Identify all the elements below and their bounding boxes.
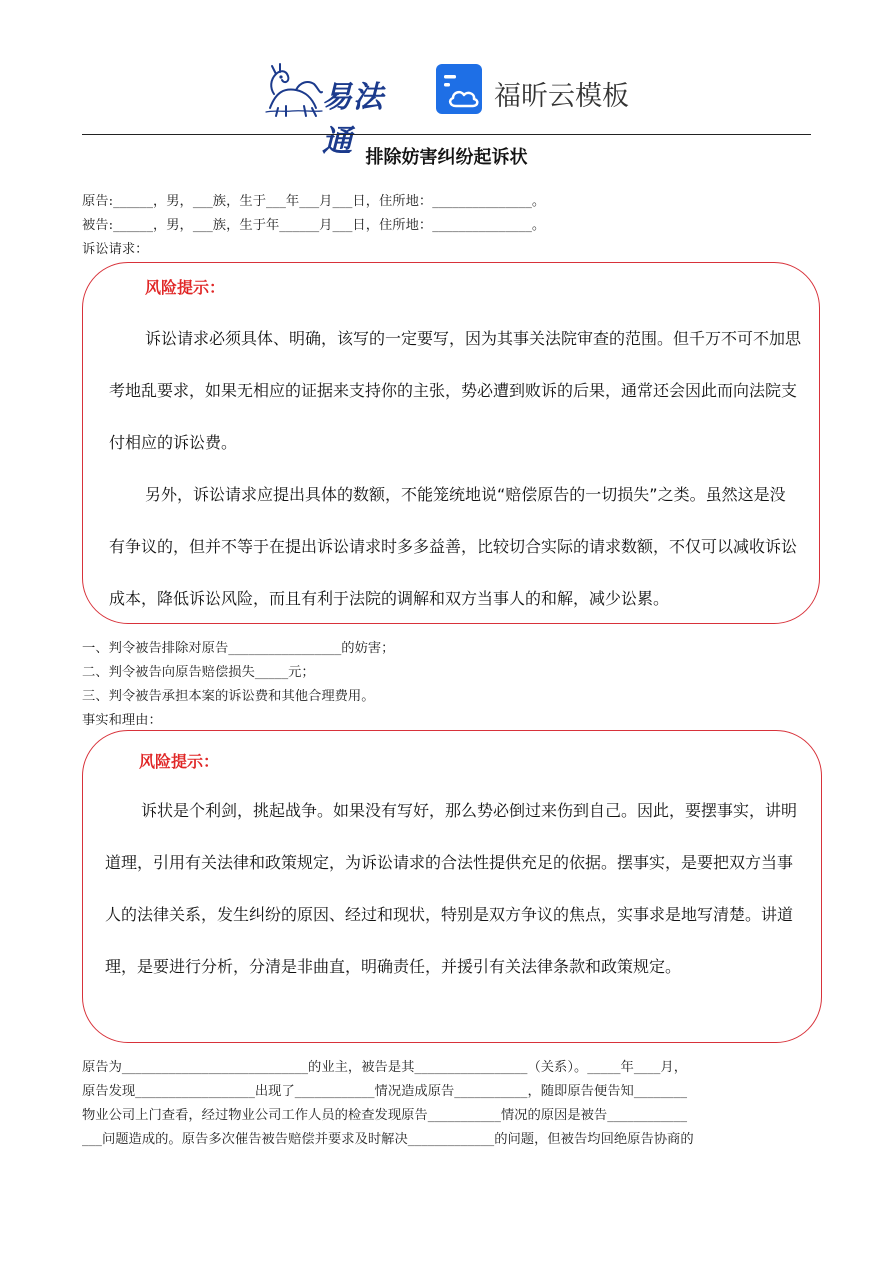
claim-item: 一、判令被告排除对原告_________________的妨害； [82, 641, 395, 656]
yifatong-logo [262, 62, 412, 159]
facts-heading: 事实和理由： [82, 713, 162, 728]
qilin-icon [262, 62, 324, 118]
facts-line: 原告发现__________________出现了____________情况造成原告___________，随即原告便告知________ [82, 1084, 688, 1099]
document-title: 排除妨害纠纷起诉状 [365, 147, 528, 168]
header-divider [82, 134, 811, 135]
risk-tip-paragraph: 诉状是个利剑，挑起战争。如果没有写好，那么势必倒过来伤到自己。因此，要摆事实，讲明道理，引用有关法律和政策规定，为诉讼请求的合法性提供充足的依据。摆事实，是要把双方当事人的法律关系，发生纠纷的原因、经过和现状，特别是双方争议的焦点，实事求是地写清楚。讲道理，是要进行分析，分清是非曲直，明确责任，并援引有关法律条款和政策规定。 [105, 801, 798, 976]
claims-heading: 诉讼请求： [82, 242, 149, 257]
facts-paragraph [82, 1056, 811, 1152]
facts-line: ___问题造成的。原告多次催告被告赔偿并要求及时解决_____________的问题，但被告均回绝原告协商的 [82, 1132, 694, 1147]
risk-tip-title: 风险提示： [139, 752, 220, 771]
risk-tip-box-claims [82, 262, 820, 624]
risk-tip-paragraph: 诉讼请求必须具体、明确，该写的一定要写，因为其事关法院审查的范围。但千万不可不加思考地乱要求，如果无相应的证据来支持你的主张，势必遭到败诉的后果，通常还会因此而向法院支付相应的诉讼费。 [109, 329, 802, 452]
risk-tip-title: 风险提示： [145, 278, 226, 297]
facts-line: 物业公司上门查看，经过物业公司工作人员的检查发现原告___________情况的原因是被告____________ [82, 1108, 688, 1123]
risk-tip-body [109, 313, 801, 625]
claim-item: 三、判令被告承担本案的诉讼费和其他合理费用。 [82, 689, 375, 704]
cloud-document-icon [436, 64, 486, 114]
risk-tip-box-facts [82, 730, 822, 1043]
defendant-line: 被告:______，男，___族，生于年______月___日，住所地：_______________。 [82, 218, 546, 233]
claim-item: 二、判令被告向原告赔偿损失_____元； [82, 665, 315, 680]
fuxin-logo-text: 福昕云模板 [494, 81, 629, 112]
risk-tip-paragraph: 另外，诉讼请求应提出具体的数额，不能笼统地说“赔偿原告的一切损失”之类。虽然这是没有争议的，但并不等于在提出诉讼请求时多多益善，比较切合实际的请求数额，不仅可以减收诉讼成本，降低诉讼风险，而且有利于法院的调解和双方当事人的和解，减少讼累。 [109, 485, 798, 608]
facts-line: 原告为____________________________的业主，被告是其_________________（关系）。_____年____月， [82, 1060, 688, 1075]
risk-tip-body [105, 785, 803, 993]
yifatong-logo-text: 易法通 [322, 80, 384, 159]
plaintiff-line: 原告:______，男，___族，生于___年___月___日，住所地：_______________。 [82, 194, 546, 209]
